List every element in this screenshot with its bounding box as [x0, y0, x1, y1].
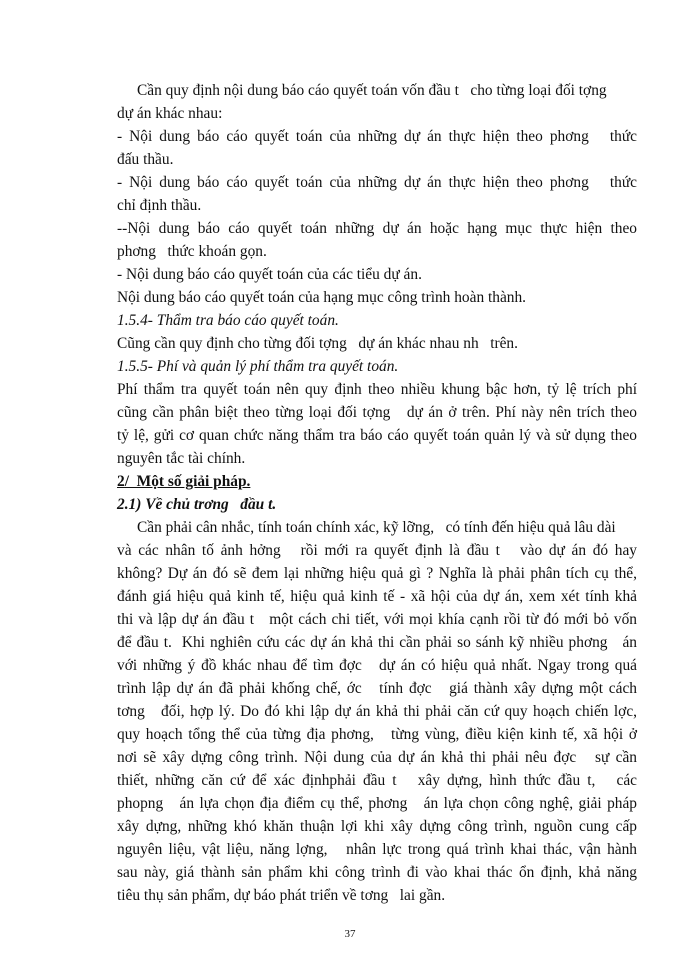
text-line: sau này, giá thành sản phẩm khi công trình đi vào khai thác ổn định, khả năng: [117, 864, 637, 881]
text-line: dự án khác nhau:: [117, 105, 223, 122]
text-line: Nội dung báo cáo quyết toán của hạng mục công trình hoàn thành.: [117, 289, 527, 306]
text-line: trình lập dự án đã phải khống chế, ớc tính đợc giá thành xây dựng một cách: [117, 680, 637, 697]
text-line: đánh giá hiệu quả kinh tế, hiệu quả kinh tế - xã hội của dự án, xem xét tính khả: [117, 588, 637, 605]
text-line: và các nhân tố ảnh hởng rồi mới ra quyết định là đầu t vào dự án đó hay: [117, 542, 637, 559]
text-line: Cần phải cân nhắc, tính toán chính xác, kỹ lỡng, có tính đến hiệu quả lâu dài: [137, 519, 616, 536]
text-line: phopng án lựa chọn địa điểm cụ thể, phơng án lựa chọn công nghệ, giải pháp: [117, 795, 637, 812]
section-heading: 1.5.5- Phí và quản lý phí thẩm tra quyết toán.: [117, 358, 399, 375]
text-line: - Nội dung báo cáo quyết toán của các tiểu dự án.: [117, 266, 422, 283]
text-line: Cần quy định nội dung báo cáo quyết toán vốn đầu t cho từng loại đối tợng: [137, 82, 607, 99]
text-line: Cũng cần quy định cho từng đối tợng dự án khác nhau nh trên.: [117, 335, 518, 352]
section-heading: 2/ Một số giải pháp.: [117, 473, 251, 490]
text-line: quy hoạch tổng thể của từng địa phơng, từng vùng, điều kiện kinh tế, xã hội ở: [117, 726, 637, 743]
text-line: xây dựng, những khó khăn thuận lợi khi xây dựng công trình, nguồn cung cấp: [117, 818, 637, 835]
text-line: tỷ lệ, gửi cơ quan chức năng thẩm tra báo cáo quyết toán quản lý và sử dụng theo: [117, 427, 637, 444]
section-heading: 1.5.4- Thẩm tra báo cáo quyết toán.: [117, 312, 339, 329]
text-line: nơi sẽ xây dựng công trình. Nội dung của dự án khả thi phải nêu đợc sự cần: [117, 749, 637, 766]
text-line: - Nội dung báo cáo quyết toán của những dự án thực hiện theo phơng thức: [117, 174, 637, 191]
text-line: thiết, những căn cứ để xác địnhphải đầu t xây dựng, hình thức đầu t, các: [117, 772, 637, 789]
section-heading: 2.1) Về chủ trơng đầu t.: [117, 496, 277, 513]
text-line: --Nội dung báo cáo quyết toán những dự án hoặc hạng mục thực hiện theo: [117, 220, 637, 237]
text-line: để đầu t. Khi nghiên cứu các dự án khả thi cần phải so sánh kỹ nhiều phơng án: [117, 634, 637, 651]
text-line: nguyên tắc tài chính.: [117, 450, 246, 467]
text-line: tiêu thụ sản phẩm, dự báo phát triển về tơng lai gần.: [117, 887, 446, 904]
text-line: phơng thức khoán gọn.: [117, 243, 267, 260]
text-line: với những ý đồ khác nhau để tìm đợc dự án có hiệu quả nhất. Ngay trong quá: [117, 657, 637, 674]
text-line: chỉ định thầu.: [117, 197, 202, 214]
text-line: Phí thẩm tra quyết toán nên quy định theo nhiều khung bậc hơn, tỷ lệ trích phí: [117, 381, 637, 398]
text-line: không? Dự án đó sẽ đem lại những hiệu quả gì ? Nghĩa là phải phân tích cụ thể,: [117, 565, 637, 582]
text-line: cũng cần phân biệt theo từng loại đối tợng dự án ở trên. Phí này nên trích theo: [117, 404, 637, 421]
text-line: nguyên liệu, vật liệu, năng lợng, nhân lực trong quá trình khai thác, vận hành: [117, 841, 637, 858]
text-line: thi và lập dự án đầu t một cách chi tiết, với mọi khía cạnh rồi từ đó mới bỏ vốn: [117, 611, 637, 628]
text-line: - Nội dung báo cáo quyết toán của những dự án thực hiện theo phơng thức: [117, 128, 637, 145]
text-line: tơng đối, hợp lý. Do đó khi lập dự án khả thi phải căn cứ quy hoạch chiến lợc,: [117, 703, 637, 720]
text-line: đấu thầu.: [117, 151, 174, 168]
page-number: 37: [344, 928, 356, 940]
